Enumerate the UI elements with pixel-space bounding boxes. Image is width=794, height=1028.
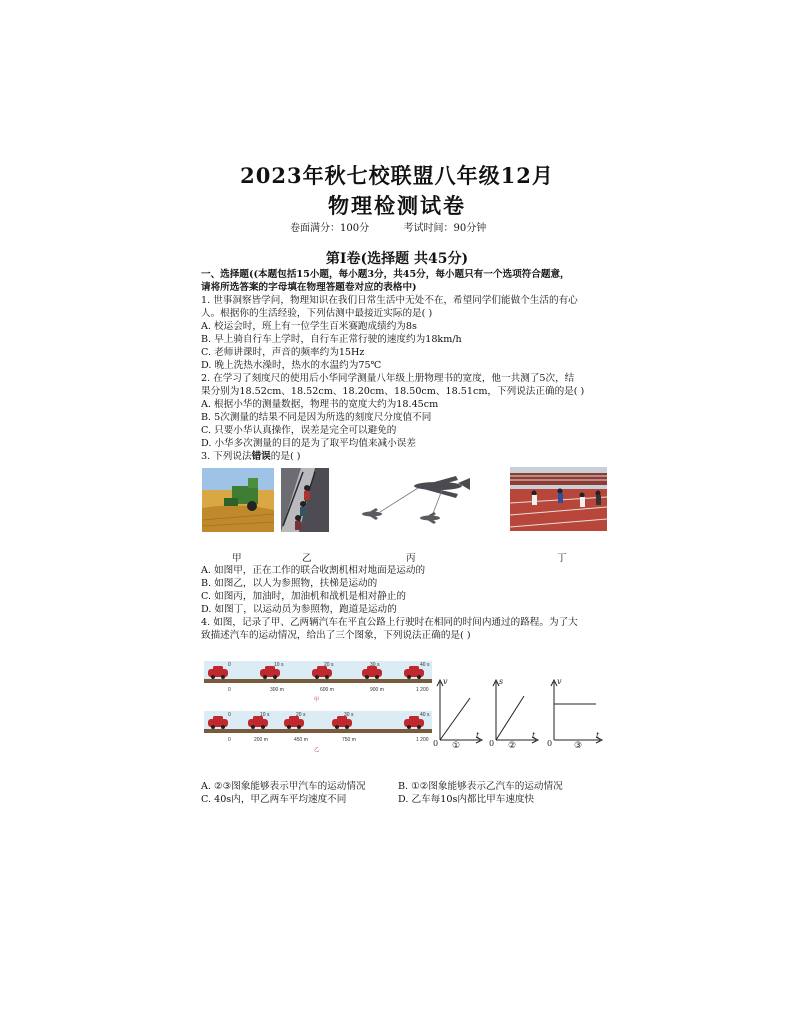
jia-label: 甲 <box>314 697 320 703</box>
yi-dist-4: 1 200 <box>416 737 429 743</box>
graph-3-number: ③ <box>574 741 583 748</box>
graph-1 <box>432 676 484 748</box>
section-instruction-2: 请将所选答案的字母填在物理答题卷对应的表格中) <box>201 282 417 293</box>
q2-stem-1: 2. 在学习了刻度尺的使用后小华同学测量八年级上册物理书的宽度，他一共测了5次，结 <box>201 373 575 384</box>
graph-2-number: ② <box>508 741 517 748</box>
jia-time-2: 20 s <box>324 662 334 668</box>
q4-stem-1: 4. 如图，记录了甲、乙两辆汽车在平直公路上行驶时在相同的时间内通过的路程。为了大 <box>201 617 578 628</box>
graph-1-xaxis: t <box>476 731 480 740</box>
photo-combine-harvester <box>202 468 274 532</box>
q4-option-a: A. ②③图象能够表示甲汽车的运动情况 <box>201 781 366 792</box>
q3-stem: 3. 下列说法错误的是( ) <box>201 451 301 462</box>
q2-option-a: A. 根据小华的测量数据，物理书的宽度大约为18.45cm <box>201 399 439 410</box>
section-title: 第Ⅰ卷(选择题 共45分) <box>325 251 469 267</box>
q3-option-d: D. 如图丁，以运动员为参照物，跑道是运动的 <box>201 604 397 615</box>
q2-stem-2: 果分别为18.52cm、18.52cm、18.20cm、18.50cm、18.51cm，下列说法正确的是( ) <box>201 386 585 397</box>
graph-2-yaxis: s <box>499 677 504 686</box>
jia-dist-2: 600 m <box>320 687 334 693</box>
q3-option-a: A. 如图甲，正在工作的联合收割机相对地面是运动的 <box>201 565 426 576</box>
q1-option-d: D. 晚上洗热水澡时，热水的水温约为75℃ <box>201 360 382 371</box>
q4-option-d: D. 乙车每10s内都比甲车速度快 <box>398 794 535 805</box>
caption-yi: 乙 <box>302 553 312 564</box>
exam-title-line1: 2023年秋七校联盟八年级12月 <box>240 163 554 188</box>
graph-1-number: ① <box>452 741 461 748</box>
graph-3-origin: 0 <box>547 739 553 748</box>
yi-dist-3: 750 m <box>342 737 356 743</box>
jia-time-1: 10 s <box>274 662 284 668</box>
graph-1-origin: 0 <box>433 739 439 748</box>
yi-time-2: 20 s <box>296 712 306 718</box>
exam-time: 考试时间：90分钟 <box>403 223 487 234</box>
exam-title-line2: 物理检测试卷 <box>328 193 466 218</box>
q3-option-b: B. 如图乙，以人为参照物，扶梯是运动的 <box>201 578 378 589</box>
caption-bing: 丙 <box>406 553 416 564</box>
photo-aerial-refueling <box>358 472 476 530</box>
q4-option-c: C. 40s内，甲乙两车平均速度不同 <box>201 794 347 805</box>
q1-option-c: C. 老师讲课时，声音的频率约为15Hz <box>201 347 365 358</box>
jia-time-3: 30 s <box>370 662 380 668</box>
graph-2-origin: 0 <box>489 739 495 748</box>
q2-option-c: C. 只要小华认真操作，误差是完全可以避免的 <box>201 425 397 436</box>
graph-3-xaxis: t <box>596 731 600 740</box>
road-diagram <box>204 657 432 753</box>
yi-time-3: 30 s <box>344 712 354 718</box>
q2-option-d: D. 小华多次测量的目的是为了取平均值来减小误差 <box>201 438 416 449</box>
q3-emphasis: 错误 <box>251 451 271 462</box>
yi-dist-0: 0 <box>228 737 231 743</box>
yi-time-1: 10 s <box>260 712 270 718</box>
q1-option-a: A. 校运会时，班上有一位学生百米赛跑成绩约为8s <box>201 321 417 332</box>
q4-stem-2: 致描述汽车的运动情况，给出了三个图象，下列说法正确的是( ) <box>201 630 471 641</box>
caption-ding: 丁 <box>557 553 567 564</box>
graph-3 <box>546 676 606 748</box>
full-score: 卷面满分：100分 <box>290 223 370 234</box>
graph-1-yaxis: v <box>443 677 448 686</box>
photo-escalator <box>281 468 329 532</box>
q1-option-b: B. 早上骑自行车上学时，自行车正常行驶的速度约为18km/h <box>201 334 462 345</box>
photo-runners-track <box>510 467 607 531</box>
graph-2 <box>488 676 540 748</box>
yi-time-4: 40 s <box>420 712 430 718</box>
graph-2-xaxis: t <box>532 731 536 740</box>
jia-dist-0: 0 <box>228 687 231 693</box>
caption-jia: 甲 <box>232 553 242 564</box>
jia-time-4: 40 s <box>420 662 430 668</box>
jia-dist-1: 300 m <box>270 687 284 693</box>
exam-meta <box>290 219 486 234</box>
jia-dist-3: 900 m <box>370 687 384 693</box>
q1-stem-1: 1. 世事洞察皆学问，物理知识在我们日常生活中无处不在，希望同学们能做个生活的有心 <box>201 295 578 306</box>
yi-label: 乙 <box>314 747 320 753</box>
yi-dist-2: 450 m <box>294 737 308 743</box>
section-instruction-1: 一、选择题((本题包括15小题，每小题3分，共45分，每小题只有一个选项符合题意， <box>201 269 570 280</box>
q3-option-c: C. 如图丙，加油时，加油机和战机是相对静止的 <box>201 591 406 602</box>
q4-option-b: B. ①②图象能够表示乙汽车的运动情况 <box>398 781 563 792</box>
yi-time-0: 0 <box>228 712 231 718</box>
yi-dist-1: 200 m <box>254 737 268 743</box>
graph-3-yaxis: v <box>557 677 562 686</box>
jia-dist-4: 1 200 <box>416 687 429 693</box>
jia-time-0: 0 <box>228 662 231 668</box>
q1-stem-2: 人。根据你的生活经验，下列估测中最接近实际的是( ) <box>201 308 433 319</box>
q2-option-b: B. 5次测量的结果不同是因为所选的刻度尺分度值不同 <box>201 412 432 423</box>
